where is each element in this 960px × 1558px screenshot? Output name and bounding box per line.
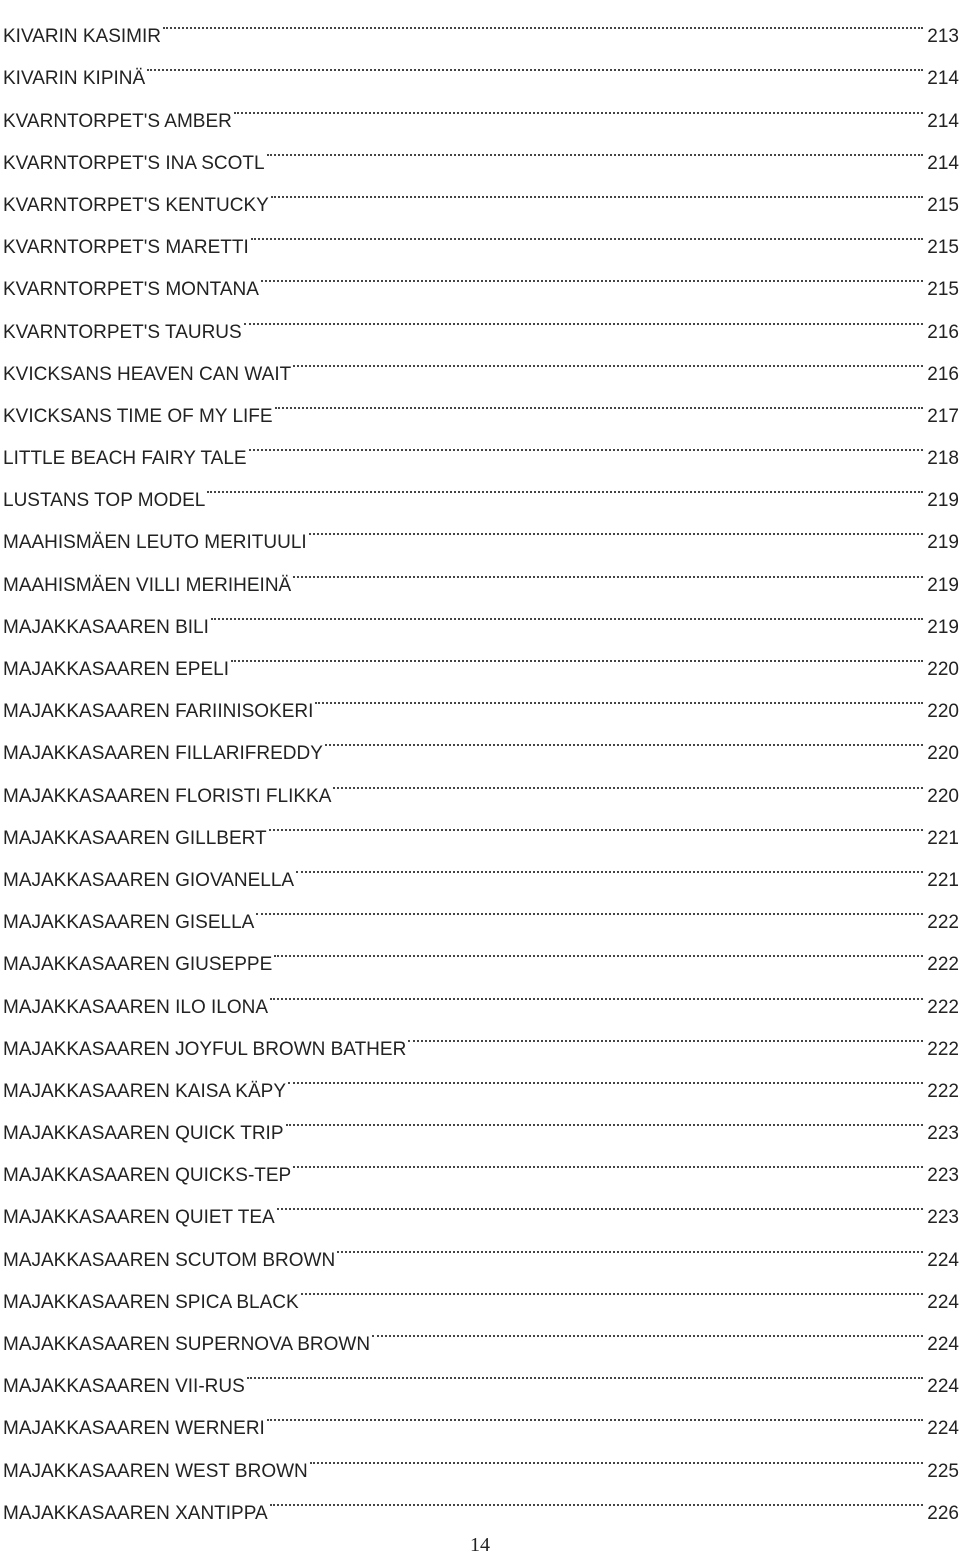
toc-entry[interactable] <box>3 211 959 259</box>
toc-entry[interactable] <box>3 1139 959 1187</box>
dot-leader <box>163 0 923 42</box>
toc-entry-title: KVARNTORPET'S AMBER <box>3 101 234 143</box>
toc-entry-title: MAJAKKASAAREN WERNERI <box>3 1408 267 1450</box>
toc-entry-title: MAJAKKASAAREN JOYFUL BROWN BATHER <box>3 1029 408 1071</box>
toc-entry-title: MAJAKKASAAREN GISELLA <box>3 902 256 944</box>
toc-entry-page: 223 <box>927 1123 959 1145</box>
toc-entry[interactable] <box>3 1308 959 1355</box>
toc-entry-title: MAJAKKASAAREN FARIINISOKERI <box>3 691 315 733</box>
toc-entry-title: MAJAKKASAAREN EPELI <box>3 649 231 691</box>
toc-entry-page: 224 <box>927 1334 959 1355</box>
toc-entry-title: KVARNTORPET'S KENTUCKY <box>3 185 271 227</box>
toc-entry-page: 222 <box>927 954 959 976</box>
toc-entry[interactable] <box>3 0 959 48</box>
toc-entry-page: 216 <box>927 363 959 385</box>
toc-entry[interactable] <box>3 1055 959 1102</box>
dot-leader <box>249 422 924 464</box>
toc-entry-title: MAJAKKASAAREN SUPERNOVA BROWN <box>3 1324 372 1366</box>
dot-leader <box>270 970 923 1012</box>
toc-entry[interactable] <box>3 675 959 723</box>
toc-entry-title: MAJAKKASAAREN QUICK TRIP <box>3 1113 286 1155</box>
toc-entry-title: KVICKSANS HEAVEN CAN WAIT <box>3 354 293 396</box>
toc-entry-title: MAJAKKASAAREN FILLARIFREDDY <box>3 733 325 775</box>
toc-entry-page: 222 <box>927 1080 959 1102</box>
toc-entry-page: 224 <box>927 1418 959 1440</box>
dot-leader <box>274 928 923 970</box>
dot-leader <box>301 1266 924 1308</box>
toc-entry-title: MAAHISMÄEN VILLI MERIHEINÄ <box>3 565 293 607</box>
toc-entry-title: MAJAKKASAAREN SCUTOM BROWN <box>3 1240 337 1282</box>
toc-entry-page: 220 <box>927 743 959 765</box>
dot-leader <box>267 127 924 169</box>
toc-entry-page: 221 <box>927 869 959 891</box>
toc-entry-title: KVARNTORPET'S MONTANA <box>3 269 261 311</box>
page-number: 14 <box>470 1534 490 1556</box>
toc-entry[interactable] <box>3 928 959 976</box>
toc-entry-page: 219 <box>927 616 959 638</box>
toc-entry-title: MAJAKKASAAREN BILI <box>3 607 211 649</box>
dot-leader <box>211 591 923 633</box>
toc-entry-page: 217 <box>927 405 959 427</box>
toc-entry-page: 225 <box>927 1460 959 1482</box>
dot-leader <box>277 1181 924 1223</box>
toc-entry-page: 213 <box>927 26 959 48</box>
toc-entry-page: 226 <box>927 1502 959 1524</box>
toc-entry-page: 222 <box>927 912 959 934</box>
dot-leader <box>288 1055 923 1097</box>
dot-leader <box>296 844 923 886</box>
dot-leader <box>310 1434 924 1476</box>
toc-entry-title: KVARNTORPET'S MARETTI <box>3 227 251 269</box>
dot-leader <box>147 42 923 84</box>
toc-entry[interactable] <box>3 506 959 554</box>
dot-leader <box>325 717 923 759</box>
toc-entry-page: 224 <box>927 1291 959 1313</box>
toc-entry-page: 215 <box>927 279 959 301</box>
dot-leader <box>207 464 923 506</box>
toc-entry-title: KVICKSANS TIME OF MY LIFE <box>3 396 275 438</box>
toc-entry-title: MAJAKKASAAREN FLORISTI FLIKKA <box>3 776 333 818</box>
toc-entry[interactable] <box>3 1013 959 1060</box>
toc-entry-title: MAJAKKASAAREN GIOVANELLA <box>3 860 296 902</box>
toc-entry-page: 219 <box>927 490 959 512</box>
table-of-contents <box>3 0 959 1524</box>
toc-entry-page: 222 <box>927 996 959 1018</box>
toc-entry[interactable] <box>3 464 959 512</box>
toc-entry[interactable] <box>3 380 959 427</box>
toc-entry[interactable] <box>3 717 959 765</box>
dot-leader <box>333 759 923 801</box>
toc-entry-page: 222 <box>927 1038 959 1060</box>
toc-entry-page: 214 <box>927 110 959 132</box>
toc-entry-title: MAJAKKASAAREN ILO ILONA <box>3 987 270 1029</box>
dot-leader <box>256 886 923 928</box>
toc-entry-title: MAAHISMÄEN LEUTO MERITUULI <box>3 522 309 564</box>
dot-leader <box>293 338 923 380</box>
toc-entry[interactable] <box>3 1434 959 1482</box>
dot-leader <box>267 1392 923 1434</box>
toc-entry-title: KVARNTORPET'S TAURUS <box>3 312 244 354</box>
toc-entry[interactable] <box>3 84 959 132</box>
toc-entry-title: MAJAKKASAAREN GIUSEPPE <box>3 944 274 986</box>
toc-entry[interactable] <box>3 42 959 90</box>
toc-entry-page: 223 <box>927 1165 959 1187</box>
toc-entry-page: 223 <box>927 1207 959 1229</box>
toc-entry-page: 214 <box>927 152 959 174</box>
toc-entry[interactable] <box>3 844 959 891</box>
toc-entry-page: 224 <box>927 1376 959 1398</box>
toc-entry[interactable] <box>3 1097 959 1145</box>
toc-entry-page: 220 <box>927 701 959 723</box>
toc-entry[interactable] <box>3 591 959 638</box>
dot-leader <box>408 1013 923 1055</box>
toc-entry[interactable] <box>3 1350 959 1398</box>
dot-leader <box>372 1308 923 1350</box>
toc-entry[interactable] <box>3 295 959 343</box>
toc-entry-title: KVARNTORPET'S INA SCOTL <box>3 143 267 185</box>
toc-entry[interactable] <box>3 802 959 849</box>
toc-entry-title: MAJAKKASAAREN GILLBERT <box>3 818 269 860</box>
toc-entry-title: MAJAKKASAAREN XANTIPPA <box>3 1493 270 1535</box>
toc-entry[interactable] <box>3 759 959 807</box>
toc-entry-title: MAJAKKASAAREN QUICKS-TEP <box>3 1155 293 1197</box>
toc-entry-title: MAJAKKASAAREN WEST BROWN <box>3 1451 310 1493</box>
toc-entry-page: 220 <box>927 659 959 680</box>
dot-leader <box>309 506 924 548</box>
toc-entry[interactable] <box>3 970 959 1018</box>
toc-entry-page: 220 <box>927 785 959 807</box>
toc-entry-page: 214 <box>927 68 959 90</box>
dot-leader <box>286 1097 924 1139</box>
dot-leader <box>315 675 923 717</box>
toc-entry[interactable] <box>3 548 959 596</box>
toc-entry-page: 215 <box>927 237 959 259</box>
toc-entry-title: MAJAKKASAAREN QUIET TEA <box>3 1197 277 1239</box>
toc-entry[interactable] <box>3 886 959 934</box>
dot-leader <box>231 633 923 675</box>
dot-leader <box>293 1139 923 1181</box>
toc-entry-title: LITTLE BEACH FAIRY TALE <box>3 438 249 480</box>
toc-entry[interactable] <box>3 1266 959 1313</box>
toc-entry-page: 221 <box>927 827 959 849</box>
toc-entry-title: MAJAKKASAAREN SPICA BLACK <box>3 1282 301 1324</box>
dot-leader <box>251 211 924 253</box>
toc-entry[interactable] <box>3 1392 959 1440</box>
toc-entry-page: 219 <box>927 574 959 596</box>
dot-leader <box>293 548 923 590</box>
dot-leader <box>244 295 924 337</box>
toc-entry[interactable] <box>3 1181 959 1229</box>
toc-entry[interactable] <box>3 1223 959 1271</box>
dot-leader <box>271 169 923 211</box>
toc-entry-title: LUSTANS TOP MODEL <box>3 480 207 522</box>
dot-leader <box>247 1350 924 1392</box>
toc-entry[interactable] <box>3 169 959 216</box>
toc-entry[interactable] <box>3 338 959 385</box>
dot-leader <box>270 1477 924 1519</box>
dot-leader <box>337 1223 923 1265</box>
toc-entry-page: 219 <box>927 532 959 554</box>
toc-entry[interactable] <box>3 127 959 174</box>
toc-entry-page: 216 <box>927 321 959 343</box>
toc-entry-title: MAJAKKASAAREN VII-RUS <box>3 1366 247 1408</box>
toc-entry-title: MAJAKKASAAREN KAISA KÄPY <box>3 1071 288 1113</box>
dot-leader <box>234 84 923 126</box>
toc-entry-title: KIVARIN KASIMIR <box>3 16 163 58</box>
toc-entry-page: 224 <box>927 1249 959 1271</box>
toc-entry-page: 218 <box>927 448 959 470</box>
toc-entry[interactable] <box>3 422 959 470</box>
dot-leader <box>269 802 924 844</box>
toc-entry-page: 215 <box>927 194 959 216</box>
toc-entry[interactable] <box>3 253 959 301</box>
toc-entry[interactable] <box>3 633 959 680</box>
toc-entry[interactable] <box>3 1477 959 1524</box>
toc-entry-title: KIVARIN KIPINÄ <box>3 58 147 100</box>
dot-leader <box>261 253 923 295</box>
dot-leader <box>275 380 924 422</box>
